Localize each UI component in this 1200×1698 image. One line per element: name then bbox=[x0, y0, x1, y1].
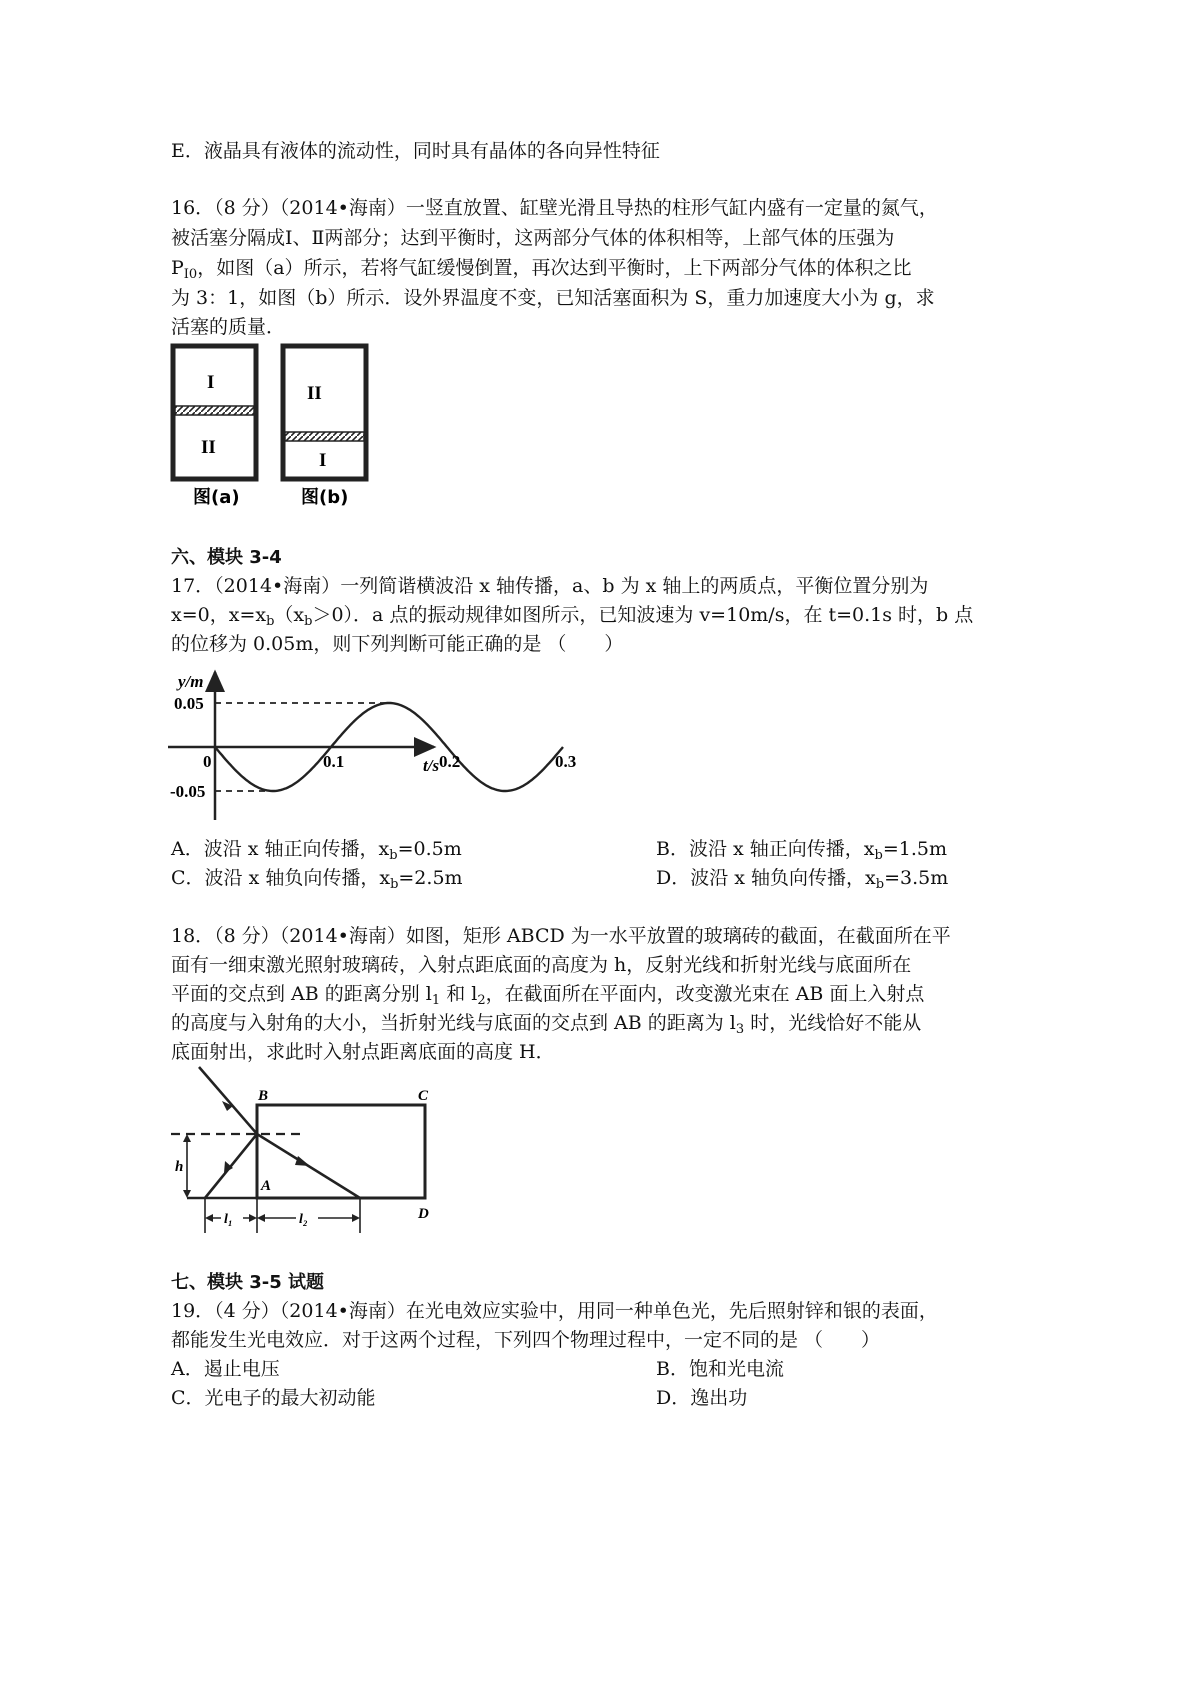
label-b: B bbox=[258, 1088, 269, 1104]
q17-line-2b: （x bbox=[274, 604, 305, 626]
cylinder-b-top-label: II bbox=[307, 383, 322, 404]
q16-line-2: 被活塞分隔成Ⅰ、Ⅱ两部分；达到平衡时，这两部分气体的体积相等，上部气体的压强为 bbox=[171, 227, 895, 249]
q17-line-2c: ＞0）．a 点的振动规律如图所示，已知波速为 v=10m/s，在 t=0.1s 时，b 点 bbox=[312, 604, 974, 626]
q17-option-a-post: =0.5m bbox=[397, 838, 462, 860]
q17-line-1: 17．（2014•海南）一列简谐横波沿 x 轴传播，a、b 为 x 轴上的两质点，平衡位置分别为 bbox=[171, 575, 929, 597]
l2-arrow-left bbox=[257, 1214, 265, 1222]
incident-ray bbox=[199, 1067, 257, 1134]
pressure-symbol: P bbox=[171, 257, 184, 279]
l1-arrow-right bbox=[249, 1214, 257, 1222]
section-6-title: 六、模块 3-4 bbox=[171, 547, 282, 568]
label-l1: l₁ bbox=[224, 1212, 233, 1227]
x-tick-label: 0.3 bbox=[555, 752, 577, 771]
label-l2: l₂ bbox=[299, 1212, 308, 1227]
label-d: D bbox=[418, 1206, 429, 1222]
refracted-ray bbox=[257, 1134, 360, 1198]
wave-chart bbox=[168, 670, 577, 830]
q15-option-e: E．液晶具有液体的流动性，同时具有晶体的各向异性特征 bbox=[171, 140, 660, 162]
q17-option-a-pre: A．波沿 x 轴正向传播，x bbox=[171, 838, 390, 860]
x-tick-label: 0 bbox=[203, 752, 212, 771]
piston-b bbox=[285, 432, 364, 441]
q17-option-c-sub: b bbox=[390, 877, 399, 892]
cylinder-figure bbox=[165, 340, 405, 515]
q19-line-1: 19．（4 分）（2014•海南）在光电效应实验中，用同一种单色光，先后照射锌和银的表面， bbox=[171, 1300, 938, 1322]
q17-option-d-sub: b bbox=[875, 877, 885, 892]
piston-a bbox=[175, 406, 254, 415]
label-c: C bbox=[418, 1088, 429, 1104]
q17-line-2a: x=0，x=x bbox=[171, 604, 267, 626]
q18-line-3 bbox=[171, 982, 924, 1013]
q18-line-3c: ，在截面所在平面内，改变激光束在 AB 面上入射点 bbox=[485, 983, 925, 1005]
q17-option-a[interactable] bbox=[171, 837, 462, 868]
q16-line-3 bbox=[171, 256, 912, 287]
glass-brick-figure bbox=[165, 1063, 445, 1238]
q19-option-d[interactable]: D．逸出功 bbox=[656, 1387, 748, 1409]
q16-line-4: 为 3：1，如图（b）所示．设外界温度不变，已知活塞面积为 S，重力加速度大小为 g，求 bbox=[171, 287, 935, 309]
glass-brick-rectangle bbox=[257, 1105, 425, 1198]
q17-option-b-pre: B．波沿 x 轴正向传播，x bbox=[656, 838, 875, 860]
q19-option-b[interactable]: B．饱和光电流 bbox=[656, 1358, 784, 1380]
q16-line-5: 活塞的质量． bbox=[171, 316, 286, 338]
q18-line-4 bbox=[171, 1011, 921, 1042]
reflected-arrowhead bbox=[224, 1161, 233, 1173]
q18-sub-l3: 3 bbox=[735, 1022, 745, 1037]
cylinder-b bbox=[283, 346, 366, 508]
q17-line-2 bbox=[171, 603, 973, 634]
l2-arrow-right bbox=[352, 1214, 360, 1222]
reflected-ray bbox=[205, 1134, 257, 1198]
q17-option-d-post: =3.5m bbox=[884, 867, 949, 889]
q18-line-2: 面有一细束激光照射玻璃砖，入射点距底面的高度为 h，反射光线和折射光线与底面所在 bbox=[171, 954, 912, 976]
q17-option-c-pre: C．波沿 x 轴负向传播，x bbox=[171, 867, 391, 889]
section-7-title: 七、模块 3-5 试题 bbox=[171, 1272, 325, 1293]
y-tick-label: -0.05 bbox=[170, 782, 206, 801]
cylinder-a bbox=[173, 346, 256, 508]
q17-option-d-pre: D．波沿 x 轴负向传播，x bbox=[656, 867, 876, 889]
q17-sub-1: b bbox=[266, 614, 275, 629]
q18-line-4a: 的高度与入射角的大小，当折射光线与底面的交点到 AB 的距离为 l bbox=[171, 1012, 736, 1034]
q18-line-5: 底面射出，求此时入射点距离底面的高度 H． bbox=[171, 1041, 555, 1063]
q18-line-4b: 时，光线恰好不能从 bbox=[744, 1012, 922, 1034]
x-axis-label: t/s bbox=[423, 756, 440, 775]
q18-line-3a: 平面的交点到 AB 的距离分别 l bbox=[171, 983, 432, 1005]
label-h: h bbox=[175, 1159, 184, 1175]
q18-line-1: 18．（8 分）（2014•海南）如图，矩形 ABCD 为一水平放置的玻璃砖的截面，在截面所在平 bbox=[171, 925, 951, 947]
q17-option-b-sub: b bbox=[874, 848, 883, 863]
x-tick-label: 0.1 bbox=[323, 752, 345, 771]
h-arrow-top bbox=[183, 1134, 191, 1142]
q17-option-b[interactable] bbox=[656, 837, 947, 868]
q18-line-3b: 和 l bbox=[440, 983, 478, 1005]
caption-a: 图(a) bbox=[193, 487, 240, 508]
q19-line-2: 都能发生光电效应．对于这两个过程，下列四个物理过程中，一定不同的是 （ ） bbox=[171, 1329, 881, 1351]
label-a: A bbox=[261, 1178, 272, 1194]
q16-line-3-text: ，如图（a）所示，若将气缸缓慢倒置，再次达到平衡时，上下两部分气体的体积之比 bbox=[197, 257, 912, 279]
q19-option-a[interactable]: A．遏止电压 bbox=[171, 1358, 280, 1380]
q17-option-b-post: =1.5m bbox=[882, 838, 947, 860]
q16-line-1: 16．（8 分）（2014•海南）一竖直放置、缸壁光滑且导热的柱形气缸内盛有一定量的氮气， bbox=[171, 197, 938, 219]
l1-arrow-left bbox=[205, 1214, 213, 1222]
cylinder-a-bottom-label: II bbox=[201, 437, 216, 458]
caption-b: 图(b) bbox=[301, 487, 349, 508]
q18-sub-l1: 1 bbox=[431, 993, 441, 1008]
pressure-subscript: Ⅰ0 bbox=[183, 267, 198, 282]
x-tick-label: 0.2 bbox=[439, 752, 461, 771]
q17-option-a-sub: b bbox=[389, 848, 398, 863]
q18-sub-l2: 2 bbox=[477, 993, 486, 1008]
q19-option-c[interactable]: C．光电子的最大初动能 bbox=[171, 1387, 376, 1409]
y-axis-label: y/m bbox=[178, 672, 204, 691]
cylinder-a-top-label: I bbox=[207, 372, 215, 393]
q17-line-3: 的位移为 0.05m，则下列判断可能正确的是 （ ） bbox=[171, 633, 624, 655]
q17-option-d[interactable] bbox=[656, 866, 948, 897]
cylinder-b-bottom-label: I bbox=[319, 450, 327, 471]
q17-option-c[interactable] bbox=[171, 866, 463, 897]
y-tick-label: 0.05 bbox=[174, 694, 204, 713]
q17-sub-2: b bbox=[304, 614, 313, 629]
q17-option-c-post: =2.5m bbox=[398, 867, 463, 889]
